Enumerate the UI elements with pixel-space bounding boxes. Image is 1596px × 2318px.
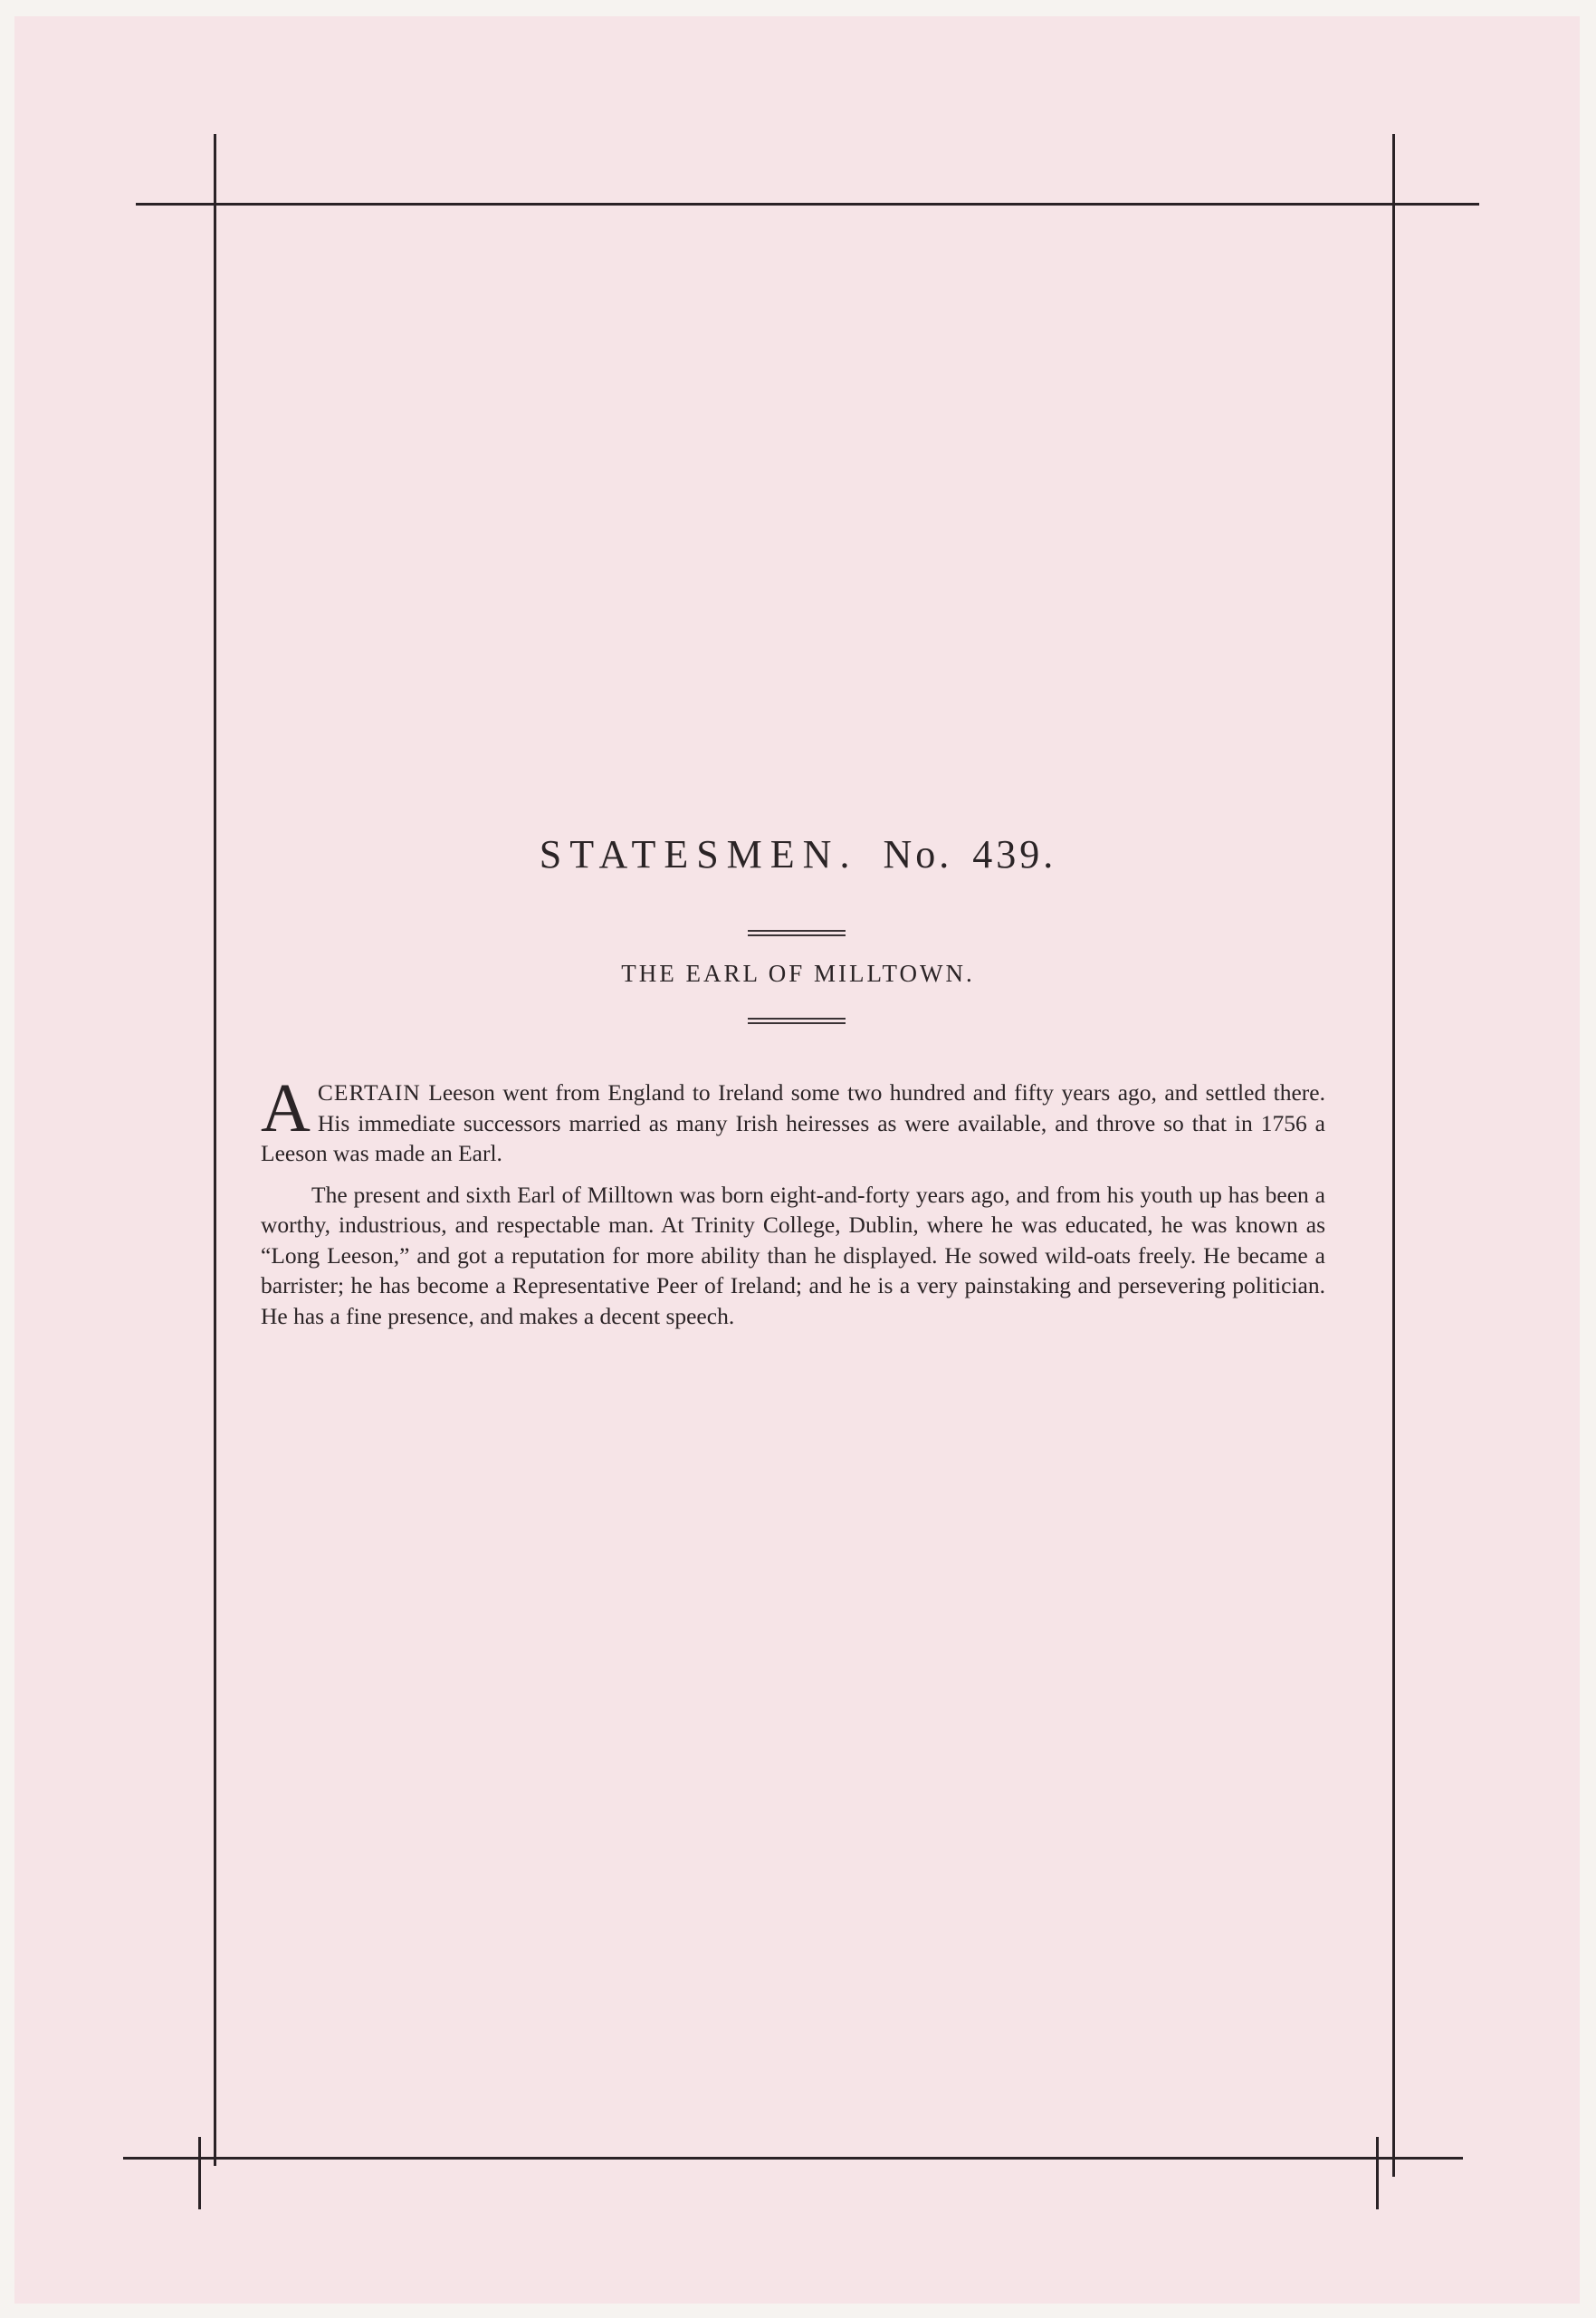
drop-cap: A	[261, 1070, 311, 1146]
frame-bottom-rule	[123, 2157, 1463, 2160]
number-prefix: No.	[883, 832, 953, 876]
paragraph-2: The present and sixth Earl of Milltown was born eight-and-forty years ago, and from his youth up has been a worthy, industrious, and respectable man. At Trinity College, Dublin, where he was educated, he was known as “Long Leeson,” and got a reputation for more ability than he displayed. He sowed wild-oats freely. He became a barrister; he has become a Representative Peer of Ireland; and he is a very painstaking and persevering politician. He has a fine presence, and makes a decent speech.	[261, 1181, 1325, 1329]
paragraph-1	[261, 1070, 1325, 1169]
divider-top	[748, 930, 846, 936]
frame-right-rule	[1392, 134, 1395, 2177]
frame-top-rule	[136, 203, 1479, 206]
paragraph-1-text: Leeson went from England to Ireland some two hundred and fifty years ago, and settled there. His immediate successors married as many Irish heiresses as were available, and throve so that in 1756 a Leeson was made an Earl.	[261, 1079, 1325, 1166]
frame-bottom-right-tick	[1376, 2137, 1379, 2209]
lead-word: CERTAIN	[317, 1079, 421, 1106]
article-body	[261, 1070, 1325, 1331]
issue-number: 439.	[972, 832, 1057, 876]
series-title: STATESMEN.	[539, 832, 858, 876]
divider-bottom	[748, 1018, 846, 1024]
series-heading	[0, 831, 1596, 877]
frame-bottom-left-tick	[198, 2137, 201, 2209]
subject-heading: THE EARL OF MILLTOWN.	[621, 960, 975, 987]
frame-left-rule	[214, 134, 216, 2166]
